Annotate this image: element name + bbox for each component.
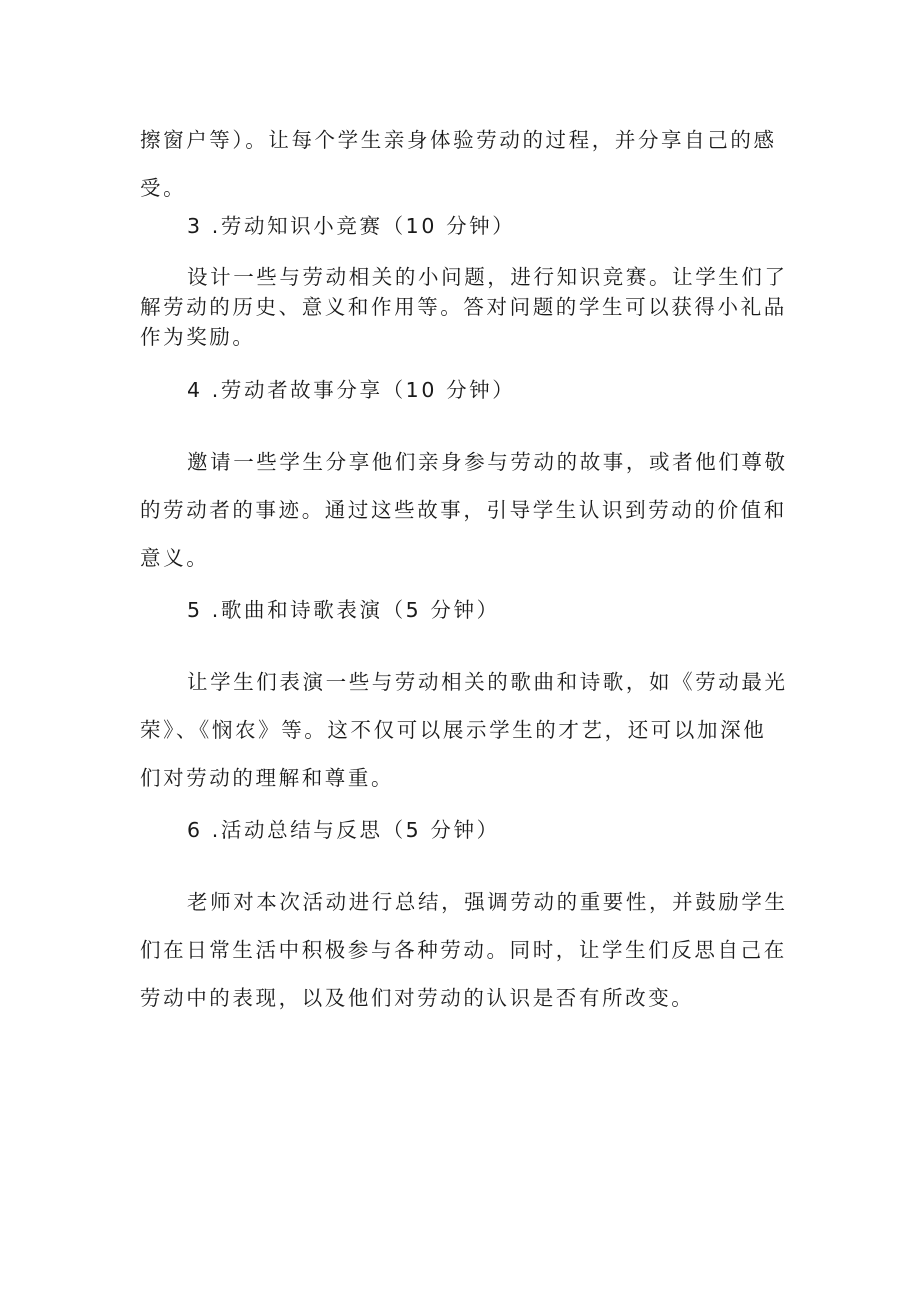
intro-paragraph: [140, 116, 795, 212]
paragraph-line: 们在日常生活中积极参与各种劳动。同时，让学生们反思自己在: [140, 938, 787, 962]
paragraph-line: 荣》、《悯农》等。这不仅可以展示学生的才艺，还可以加深他: [140, 718, 767, 742]
section-heading-4: 4 .劳动者故事分享（10 分钟）: [187, 378, 516, 402]
section-paragraph-3: [140, 262, 795, 352]
section-paragraph-5: [140, 658, 795, 802]
paragraph-line: 擦窗户等）。让每个学生亲身体验劳动的过程，并分享自己的感: [140, 128, 777, 152]
paragraph-line: 让学生们表演一些与劳动相关的歌曲和诗歌，如《劳动最光: [187, 670, 788, 694]
section-heading-3: 3 .劳动知识小竞赛（10 分钟）: [187, 214, 516, 238]
paragraph-line: 们对劳动的理解和尊重。: [140, 766, 395, 790]
paragraph-line: 设计一些与劳动相关的小问题，进行知识竞赛。让学生们了: [187, 265, 788, 289]
paragraph-line: 受。: [140, 176, 187, 200]
paragraph-line: 意义。: [140, 546, 210, 570]
paragraph-line: 老师对本次活动进行总结，强调劳动的重要性，并鼓励学生: [187, 890, 788, 914]
paragraph-line: 劳动中的表现，以及他们对劳动的认识是否有所改变。: [140, 986, 695, 1010]
paragraph-line: 邀请一些学生分享他们亲身参与劳动的故事，或者他们尊敬: [187, 450, 788, 474]
paragraph-line: 作为奖励。: [140, 325, 256, 349]
section-heading-5: 5 .歌曲和诗歌表演（5 分钟）: [187, 598, 500, 622]
section-heading-6: 6 .活动总结与反思（5 分钟）: [187, 818, 500, 842]
paragraph-line: 解劳动的历史、意义和作用等。答对问题的学生可以获得小礼品: [140, 295, 787, 319]
paragraph-line: 的劳动者的事迹。通过这些故事，引导学生认识到劳动的价值和: [140, 498, 787, 522]
section-paragraph-4: [140, 438, 795, 582]
section-paragraph-6: [140, 878, 795, 1022]
